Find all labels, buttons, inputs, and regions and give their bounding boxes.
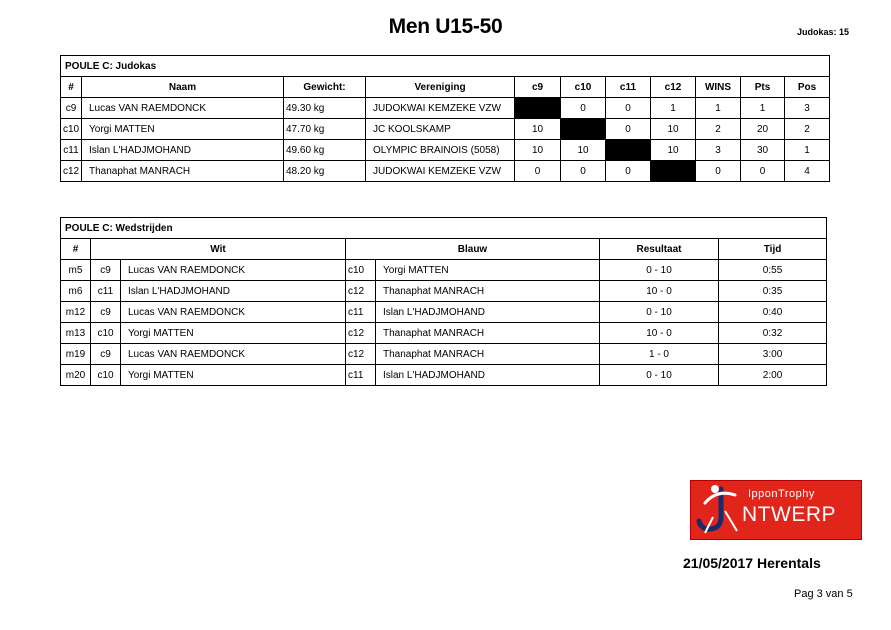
- page-title: Men U15-50: [388, 15, 503, 38]
- table-row: [61, 365, 827, 386]
- col-header: #: [61, 239, 91, 260]
- score-cell: 0: [606, 161, 651, 182]
- wit-id: c10: [91, 323, 121, 344]
- judoka-club: JUDOKWAI KEMZEKE VZW: [366, 98, 515, 119]
- judoka-weight: 49.30 kg: [284, 98, 366, 119]
- wit-name: Lucas VAN RAEMDONCK: [121, 260, 346, 281]
- blauw-name: Thanaphat MANRACH: [376, 281, 600, 302]
- time-cell: 0:55: [719, 260, 827, 281]
- judoka-id: c12: [61, 161, 82, 182]
- wit-name: Lucas VAN RAEMDONCK: [121, 344, 346, 365]
- match-id: m12: [61, 302, 91, 323]
- col-header: c9: [515, 77, 561, 98]
- table-row: [61, 140, 830, 161]
- time-cell: 3:00: [719, 344, 827, 365]
- col-header: Pts: [741, 77, 785, 98]
- score-cell: 0: [561, 98, 606, 119]
- pos-cell: 1: [785, 140, 830, 161]
- score-cell: 1: [651, 98, 696, 119]
- judoka-name: Yorgi MATTEN: [82, 119, 284, 140]
- judoka-weight: 48.20 kg: [284, 161, 366, 182]
- match-id: m13: [61, 323, 91, 344]
- pts-cell: 20: [741, 119, 785, 140]
- blauw-id: c12: [346, 281, 376, 302]
- event-date-location: 21/05/2017 Herentals: [683, 555, 821, 571]
- blauw-id: c12: [346, 323, 376, 344]
- blauw-id: c11: [346, 365, 376, 386]
- table-row: [61, 302, 827, 323]
- judoka-club: OLYMPIC BRAINOIS (5058): [366, 140, 515, 161]
- score-cell: 10: [651, 119, 696, 140]
- pos-cell: 2: [785, 119, 830, 140]
- judoka-club: JUDOKWAI KEMZEKE VZW: [366, 161, 515, 182]
- time-cell: 2:00: [719, 365, 827, 386]
- score-cell: 10: [561, 140, 606, 161]
- score-cell: 0: [606, 119, 651, 140]
- judoka-id: c9: [61, 98, 82, 119]
- match-id: m6: [61, 281, 91, 302]
- judoka-name: Islan L'HADJMOHAND: [82, 140, 284, 161]
- table-row: [61, 281, 827, 302]
- blauw-name: Islan L'HADJMOHAND: [376, 302, 600, 323]
- match-id: m20: [61, 365, 91, 386]
- score-cell: 0: [606, 98, 651, 119]
- wit-id: c9: [91, 344, 121, 365]
- wit-name: Yorgi MATTEN: [121, 365, 346, 386]
- col-header: WINS: [696, 77, 741, 98]
- wit-id: c9: [91, 302, 121, 323]
- poule-header-row: [61, 77, 830, 98]
- blauw-id: c10: [346, 260, 376, 281]
- col-header: Blauw: [346, 239, 600, 260]
- self-cell: [651, 161, 696, 182]
- time-cell: 0:40: [719, 302, 827, 323]
- pos-cell: 4: [785, 161, 830, 182]
- judoka-id: c11: [61, 140, 82, 161]
- judoka-weight: 47.70 kg: [284, 119, 366, 140]
- score-cell: 10: [515, 140, 561, 161]
- col-header: Resultaat: [600, 239, 719, 260]
- time-cell: 0:32: [719, 323, 827, 344]
- score-cell: 10: [515, 119, 561, 140]
- col-header: Tijd: [719, 239, 827, 260]
- logo-line1: IpponTrophy: [748, 488, 815, 500]
- self-cell: [561, 119, 606, 140]
- wins-cell: 3: [696, 140, 741, 161]
- logo-line2: NTWERP: [742, 503, 836, 526]
- table-row: [61, 344, 827, 365]
- col-header: Gewicht:: [284, 77, 366, 98]
- col-header: Pos: [785, 77, 830, 98]
- score-cell: 10: [651, 140, 696, 161]
- judoka-id: c10: [61, 119, 82, 140]
- judokas-count: Judokas: 15: [797, 27, 850, 37]
- blauw-name: Thanaphat MANRACH: [376, 344, 600, 365]
- self-cell: [606, 140, 651, 161]
- poule-wedstrijden-table: [60, 217, 827, 386]
- blauw-name: Yorgi MATTEN: [376, 260, 600, 281]
- score-cell: 0: [515, 161, 561, 182]
- col-header: #: [61, 77, 82, 98]
- table-row: [61, 260, 827, 281]
- table-row: [61, 323, 827, 344]
- wedstrijden-header-row: [61, 239, 827, 260]
- table-row: [61, 98, 830, 119]
- match-id: m19: [61, 344, 91, 365]
- pts-cell: 30: [741, 140, 785, 161]
- result-cell: 10 - 0: [600, 323, 719, 344]
- col-header: c10: [561, 77, 606, 98]
- table-row: [61, 119, 830, 140]
- pos-cell: 3: [785, 98, 830, 119]
- wins-cell: 2: [696, 119, 741, 140]
- time-cell: 0:35: [719, 281, 827, 302]
- judoka-name: Thanaphat MANRACH: [82, 161, 284, 182]
- page-number: Pag 3 van 5: [794, 588, 853, 600]
- wit-id: c10: [91, 365, 121, 386]
- self-cell: [515, 98, 561, 119]
- blauw-name: Islan L'HADJMOHAND: [376, 365, 600, 386]
- match-id: m5: [61, 260, 91, 281]
- result-cell: 0 - 10: [600, 302, 719, 323]
- col-header: c12: [651, 77, 696, 98]
- poule-judokas-table: [60, 55, 830, 182]
- table-row: [61, 161, 830, 182]
- wedstrijden-caption: POULE C: Wedstrijden: [61, 218, 827, 239]
- wit-id: c9: [91, 260, 121, 281]
- score-cell: 0: [561, 161, 606, 182]
- wit-name: Islan L'HADJMOHAND: [121, 281, 346, 302]
- judoka-club: JC KOOLSKAMP: [366, 119, 515, 140]
- col-header: Vereniging: [366, 77, 515, 98]
- col-header: c11: [606, 77, 651, 98]
- judoka-weight: 49.60 kg: [284, 140, 366, 161]
- result-cell: 10 - 0: [600, 281, 719, 302]
- pts-cell: 0: [741, 161, 785, 182]
- wins-cell: 1: [696, 98, 741, 119]
- col-header: Naam: [82, 77, 284, 98]
- judoka-name: Lucas VAN RAEMDONCK: [82, 98, 284, 119]
- result-cell: 0 - 10: [600, 365, 719, 386]
- result-cell: 1 - 0: [600, 344, 719, 365]
- wit-id: c11: [91, 281, 121, 302]
- blauw-id: c11: [346, 302, 376, 323]
- wins-cell: 0: [696, 161, 741, 182]
- wit-name: Yorgi MATTEN: [121, 323, 346, 344]
- col-header: Wit: [91, 239, 346, 260]
- blauw-id: c12: [346, 344, 376, 365]
- wit-name: Lucas VAN RAEMDONCK: [121, 302, 346, 323]
- pts-cell: 1: [741, 98, 785, 119]
- poule-caption: POULE C: Judokas: [61, 56, 830, 77]
- result-cell: 0 - 10: [600, 260, 719, 281]
- blauw-name: Thanaphat MANRACH: [376, 323, 600, 344]
